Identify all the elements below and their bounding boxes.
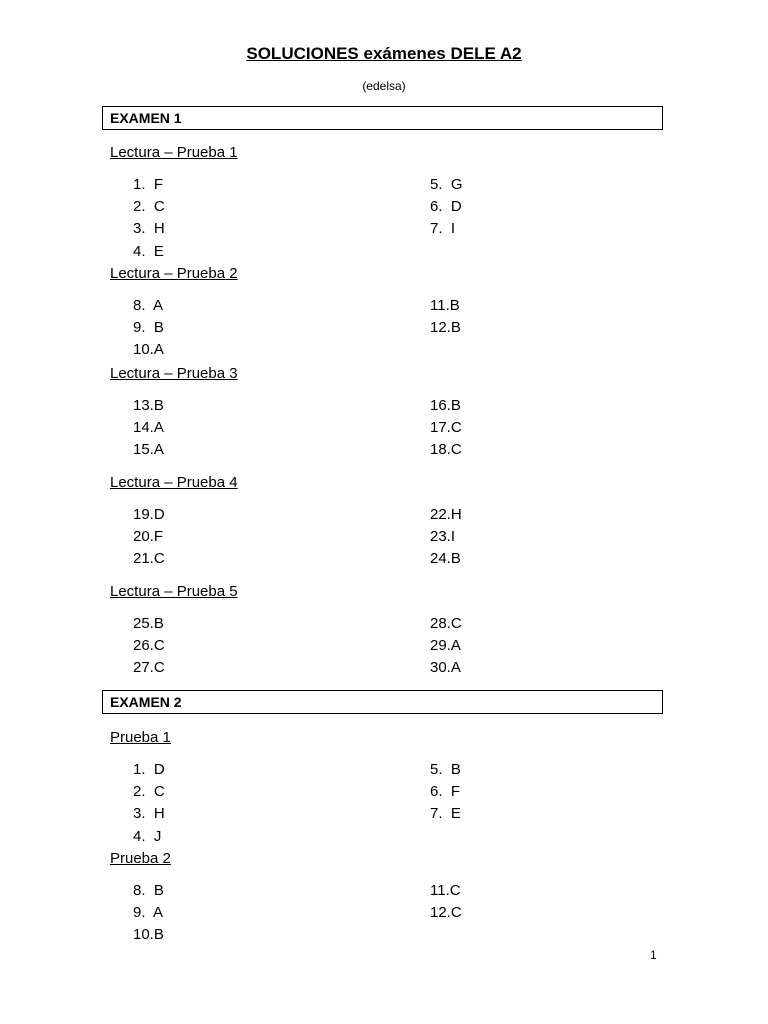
answer-item: 7. I	[430, 220, 456, 238]
answer-item: 16.B	[430, 397, 461, 414]
answer-item: 6. D	[430, 198, 462, 216]
answer-item: 9. B	[133, 319, 164, 337]
document-subtitle: (edelsa)	[362, 79, 406, 93]
answer-item: 5. B	[430, 761, 461, 778]
answer-item: 1. F	[133, 176, 164, 193]
answer-item: 2. C	[133, 783, 165, 801]
answer-item: 11.C	[430, 882, 461, 899]
answer-item: 3. H	[133, 220, 165, 238]
section-label: Lectura – Prueba 4	[110, 474, 238, 491]
answer-item: 11.B	[430, 297, 460, 314]
exam-title: EXAMEN 1	[110, 110, 182, 126]
exam-title: EXAMEN 2	[110, 694, 182, 710]
answer-item: 18.C	[430, 441, 462, 459]
answer-item: 3. H	[133, 805, 165, 823]
answer-item: 14.A	[133, 419, 164, 437]
answer-item: 24.B	[430, 550, 461, 568]
answer-item: 7. E	[430, 805, 461, 823]
section-label: Lectura – Prueba 1	[110, 144, 238, 161]
answer-item: 5. G	[430, 176, 463, 193]
answer-item: 10.B	[133, 926, 164, 944]
answer-item: 19.D	[133, 506, 165, 523]
answer-item: 21.C	[133, 550, 165, 568]
answer-item: 26.C	[133, 637, 165, 655]
exam-header-box	[102, 106, 663, 130]
section-label: Lectura – Prueba 2	[110, 265, 238, 282]
exam-header-box	[102, 690, 663, 714]
answer-item: 17.C	[430, 419, 462, 437]
answer-item: 6. F	[430, 783, 461, 801]
answer-item: 28.C	[430, 615, 462, 632]
answer-item: 4. J	[133, 827, 162, 845]
answer-item: 29.A	[430, 637, 461, 655]
section-label: Prueba 2	[110, 850, 171, 867]
answer-item: 10.A	[133, 341, 164, 359]
section-label: Lectura – Prueba 5	[110, 583, 238, 600]
document-title: SOLUCIONES exámenes DELE A2	[246, 44, 522, 63]
section-label: Lectura – Prueba 3	[110, 365, 238, 382]
page-number: 1	[650, 948, 657, 962]
answer-item: 23.I	[430, 528, 456, 546]
answer-item: 25.B	[133, 615, 164, 632]
answer-item: 8. B	[133, 882, 164, 899]
answer-item: 13.B	[133, 397, 164, 414]
answer-item: 20.F	[133, 528, 164, 546]
answer-item: 12.C	[430, 904, 462, 922]
answer-item: 27.C	[133, 659, 165, 677]
answer-item: 30.A	[430, 659, 461, 677]
answer-item: 4. E	[133, 242, 164, 260]
answer-item: 22.H	[430, 506, 462, 523]
section-label: Prueba 1	[110, 729, 171, 746]
answer-item: 2. C	[133, 198, 165, 216]
answer-item: 8. A	[133, 297, 164, 314]
answer-item: 15.A	[133, 441, 164, 459]
answer-item: 9. A	[133, 904, 164, 922]
answer-item: 12.B	[430, 319, 461, 337]
answer-item: 1. D	[133, 761, 165, 778]
